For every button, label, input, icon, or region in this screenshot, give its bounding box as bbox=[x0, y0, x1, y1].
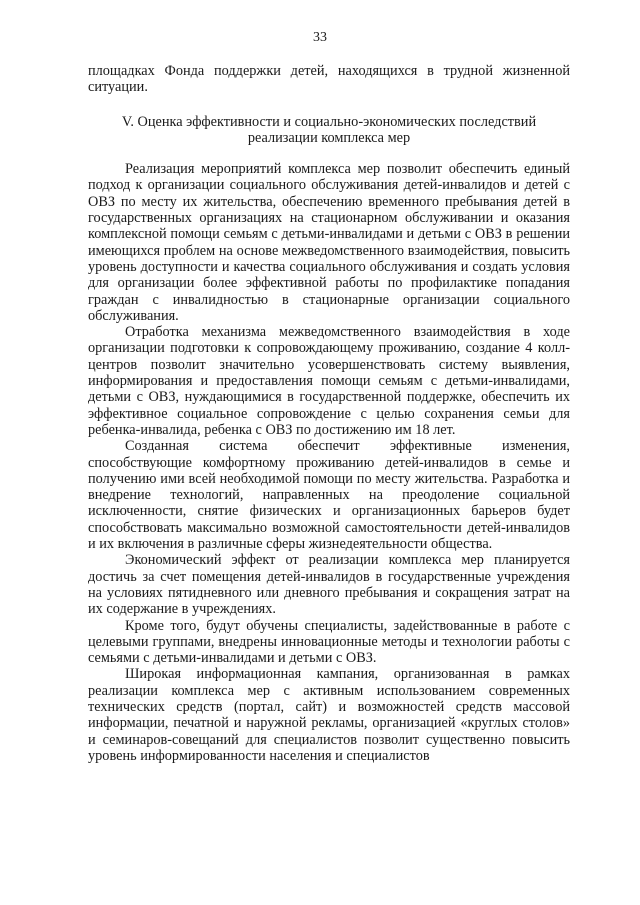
paragraph-2: Отработка механизма межведомственного взаимодействия в ходе организации подготовки к сопровождающему проживанию, создание 4 колл-центров позволит значительно усовершенствовать систему выявления, информирования и предоставления помощи семьям с детьми-инвалидами, детьми с ОВЗ, нуждающимися в государственной поддержке, обеспечить их эффективное социальное сопровождение с целью сохранения семьи для ребенка-инвалида, ребенка с ОВЗ по достижению им 18 лет. bbox=[88, 324, 570, 438]
paragraph-3: Созданная система обеспечит эффективные изменения, способствующие комфортному проживанию детей-инвалидов в семье и получению ими всей необходимой помощи по месту жительства. Разработка и внедрение технологий, направленных на преодоление социальной исключенности, снятие физических и организационных барьеров будет способствовать максимально возможной самостоятельности детей-инвалидов и их включения в различные сферы жизнедеятельности общества. bbox=[88, 438, 570, 553]
paragraph-6: Широкая информационная кампания, организованная в рамках реализации комплекса мер с активным использованием современных технических средств (портал, сайт) и возможностей средств массовой информации, печатной и наружной рекламы, организацией «круглых столов» и семинаров-совещаний для специалистов позволит существенно повысить уровень информированности населения и специалистов bbox=[88, 666, 570, 764]
intro-paragraph: площадках Фонда поддержки детей, находящихся в трудной жизненной ситуации. bbox=[88, 63, 570, 96]
page-number: 33 bbox=[313, 30, 327, 45]
paragraph-1: Реализация мероприятий комплекса мер позволит обеспечить единый подход к организации социального обслуживания детей-инвалидов и детей с ОВЗ по месту их жительства, обеспечению временного пребывания детей в государственных организациях на стационарном обслуживании и оказания комплексной помощи семьям с детьми-инвалидами и детьми с ОВЗ в решении имеющихся проблем на основе межведомственного взаимодействия, повысить уровень доступности и качества социального обслуживания и создать условия для организации более эффективной работы по профилактике попадания граждан с инвалидностью в стационарные организации социального обслуживания. bbox=[88, 161, 570, 324]
document-body bbox=[88, 63, 570, 764]
paragraph-5: Кроме того, будут обучены специалисты, задействованные в работе с целевыми группами, внедрены инновационные методы и технологии работы с семьями с детьми-инвалидами и детьми с ОВЗ. bbox=[88, 617, 570, 667]
section-heading: V. Оценка эффективности и социально-экономических последствий реализации комплекса мер bbox=[121, 113, 537, 146]
paragraph-4: Экономический эффект от реализации комплекса мер планируется достичь за счет помещения детей-инвалидов в государственные учреждения на условиях пятидневного или дневного пребывания и сокращения затрат на их содержание в учреждениях. bbox=[88, 552, 570, 618]
